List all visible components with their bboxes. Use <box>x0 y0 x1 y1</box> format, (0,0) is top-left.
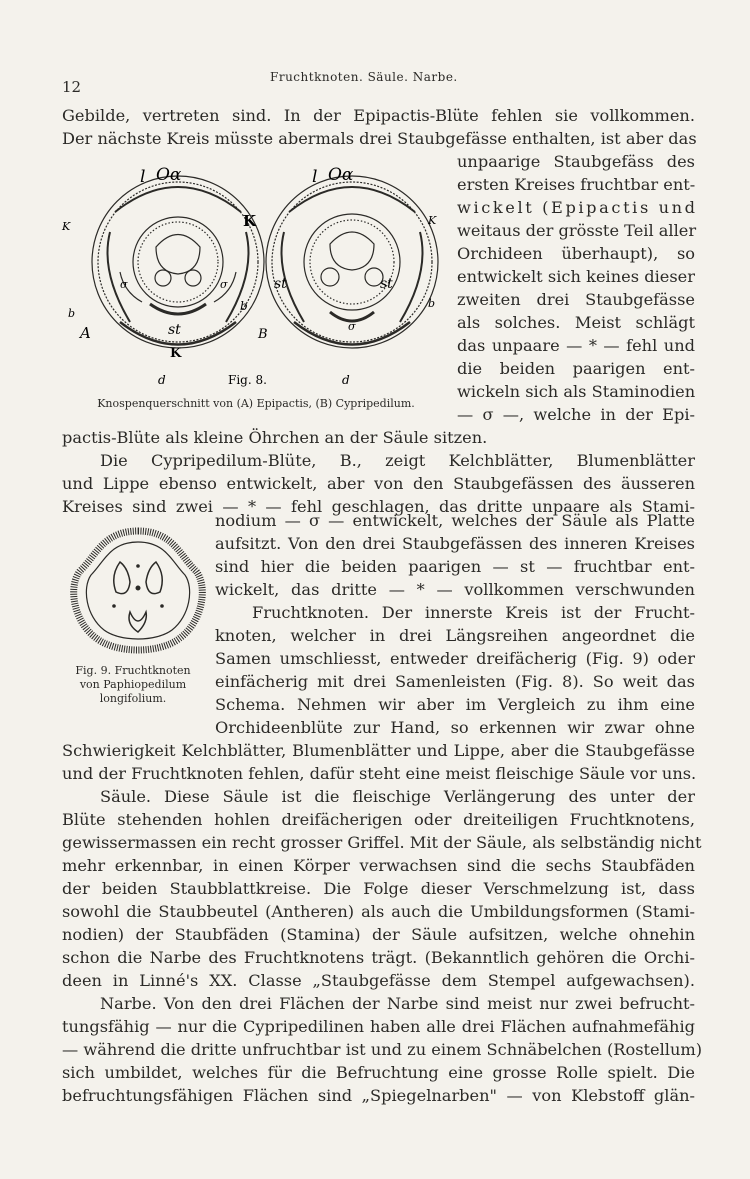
text-line: Kreises sind zwei — * — fehl geschlagen, das dritte unpaare als Stami- <box>62 497 695 516</box>
text-line: wickelt (Epipactis und <box>457 198 698 217</box>
fig8-label: A <box>80 324 91 342</box>
text-line: mehr erkennbar, in einen Körper verwachsen sind die sechs Staubfäden <box>62 856 695 875</box>
text-line: weitaus der grösste Teil aller <box>457 221 697 240</box>
text-line: das unpaare — * — fehl und <box>457 336 695 355</box>
text-line: Orchideenblüte zur Hand, so erkennen wir zwar ohne <box>215 718 695 737</box>
text-line: Der nächste Kreis müsste abermals drei Staubgefässe enthalten, ist aber das <box>62 129 697 148</box>
text-line: Blüte stehenden hohlen dreifächerigen oder dreiteiligen Fruchtknotens, <box>62 810 695 829</box>
running-title: Fruchtknoten. Säule. Narbe. <box>270 70 458 84</box>
text-line: nodium — σ — entwickelt, welches der Säule als Platte <box>215 511 695 530</box>
text-line: gewissermassen ein recht grosser Griffel. Mit der Säule, als selbständig nicht <box>62 833 702 852</box>
text-line: zweiten drei Staubgefässe <box>457 290 695 309</box>
fig8-label: b <box>240 299 248 313</box>
fig8-caption: Knospenquerschnitt von (A) Epipactis, (B) Cypripedilum. <box>97 397 415 410</box>
fig9-caption-line: longifolium. <box>99 692 167 705</box>
text-line: der beiden Staubblattkreise. Die Folge dieser Verschmelzung ist, dass <box>62 879 695 898</box>
fig8-label: d <box>342 373 350 387</box>
text-line: unpaarige Staubgefäss des <box>457 152 695 171</box>
text-line: Gebilde, vertreten sind. In der Epipactis-Blüte fehlen sie vollkommen. <box>62 106 695 125</box>
text-line: sich umbildet, welches für die Befruchtung eine grosse Rolle spielt. Die <box>62 1063 695 1082</box>
text-line: Narbe. Von den drei Flächen der Narbe sind meist nur zwei befrucht- <box>100 994 695 1013</box>
text-line: — während die dritte unfruchtbar ist und zu einem Schnäbelchen (Rostellum) <box>62 1040 703 1059</box>
text-line: nodien) der Staubfäden (Stamina) der Säule aufsitzen, welche ohnehin <box>62 925 695 944</box>
fig9-caption-line: Fig. 9. Fruchtknoten <box>75 664 191 677</box>
text-line: Schema. Nehmen wir aber im Vergleich zu ihm eine <box>215 695 695 714</box>
text-line: schon die Narbe des Fruchtknotens trägt. (Bekanntlich gehören die Orchi- <box>62 948 695 967</box>
fig8-label: B <box>258 327 268 342</box>
text-line: Samen umschliesst, entweder dreifächerig (Fig. 9) oder <box>215 649 695 668</box>
fig8-label: σ <box>120 278 128 291</box>
fig8-label: σ <box>220 278 228 291</box>
text-line: entwickelt sich keines dieser <box>457 267 695 286</box>
fig8-label: σ <box>348 320 356 333</box>
fig8-label: l <box>140 167 146 187</box>
text-line: knoten, welcher in drei Längsreihen angeordnet die <box>215 626 695 645</box>
text-line: sowohl die Staubbeutel (Antheren) als auch die Umbildungsformen (Stami- <box>62 902 695 921</box>
fig8-label: b <box>428 297 436 310</box>
text-line: ersten Kreises fruchtbar ent- <box>457 175 696 194</box>
text-line: Orchideen überhaupt), so <box>457 244 695 263</box>
fig8-label: Oα <box>156 165 182 185</box>
text-line: und der Fruchtknoten fehlen, dafür steht eine meist fleischige Säule vor uns. <box>62 764 697 783</box>
text-line: pactis-Blüte als kleine Öhrchen an der Säule sitzen. <box>62 428 488 447</box>
figure-9-ovary-cross-section <box>68 526 208 656</box>
fig8-label: K <box>62 220 71 233</box>
fig8-label: K <box>243 212 257 230</box>
fig8-number: Fig. 8. <box>228 373 267 387</box>
fig8-label: st <box>168 322 181 338</box>
text-line: sind hier die beiden paarigen — st — fruchtbar ent- <box>215 557 695 576</box>
text-line: die beiden paarigen ent- <box>457 359 695 378</box>
text-line: Säule. Diese Säule ist die fleischige Verlängerung des unter der <box>100 787 695 806</box>
fig8-label: Oα <box>328 165 354 185</box>
text-line: wickelt, das dritte — * — vollkommen verschwunden <box>215 580 695 599</box>
text-line: — σ —, welche in der Epi- <box>457 405 695 424</box>
text-line: Fruchtknoten. Der innerste Kreis ist der Frucht- <box>252 603 695 622</box>
fig8-label: st <box>380 276 393 292</box>
page-number: 12 <box>62 78 82 96</box>
text-line: Schwierigkeit Kelchblätter, Blumenblätter und Lippe, aber die Staubgefässe <box>62 741 695 760</box>
text-line: Die Cypripedilum-Blüte, B., zeigt Kelchblätter, Blumenblätter <box>100 451 695 470</box>
fig8-label: b <box>68 307 76 320</box>
fig8-label: l <box>312 167 318 187</box>
text-line: tungsfähig — nur die Cypripedilinen haben alle drei Flächen aufnahmefähig <box>62 1017 695 1036</box>
fig9-caption-line: von Paphiopedilum <box>79 678 187 691</box>
text-line: wickeln sich als Staminodien <box>457 382 696 401</box>
text-line: als solches. Meist schlägt <box>457 313 695 332</box>
fig8-label: K <box>170 346 182 361</box>
figure-8-bud-cross-sections <box>60 152 452 392</box>
text-line: und Lippe ebenso entwickelt, aber von den Staubgefässen des äusseren <box>62 474 695 493</box>
text-line: deen in Linné's XX. Classe „Staubgefässe dem Stempel aufgewachsen). <box>62 971 695 990</box>
fig8-label: d <box>158 373 166 387</box>
text-line: einfächerig mit drei Samenleisten (Fig. 8). So weit das <box>215 672 695 691</box>
fig8-label: st <box>274 276 287 292</box>
fig8-label: K <box>428 214 437 227</box>
text-line: aufsitzt. Von den drei Staubgefässen des inneren Kreises <box>215 534 695 553</box>
text-line: befruchtungsfähigen Flächen sind „Spiegelnarben" — von Klebstoff glän- <box>62 1086 695 1105</box>
